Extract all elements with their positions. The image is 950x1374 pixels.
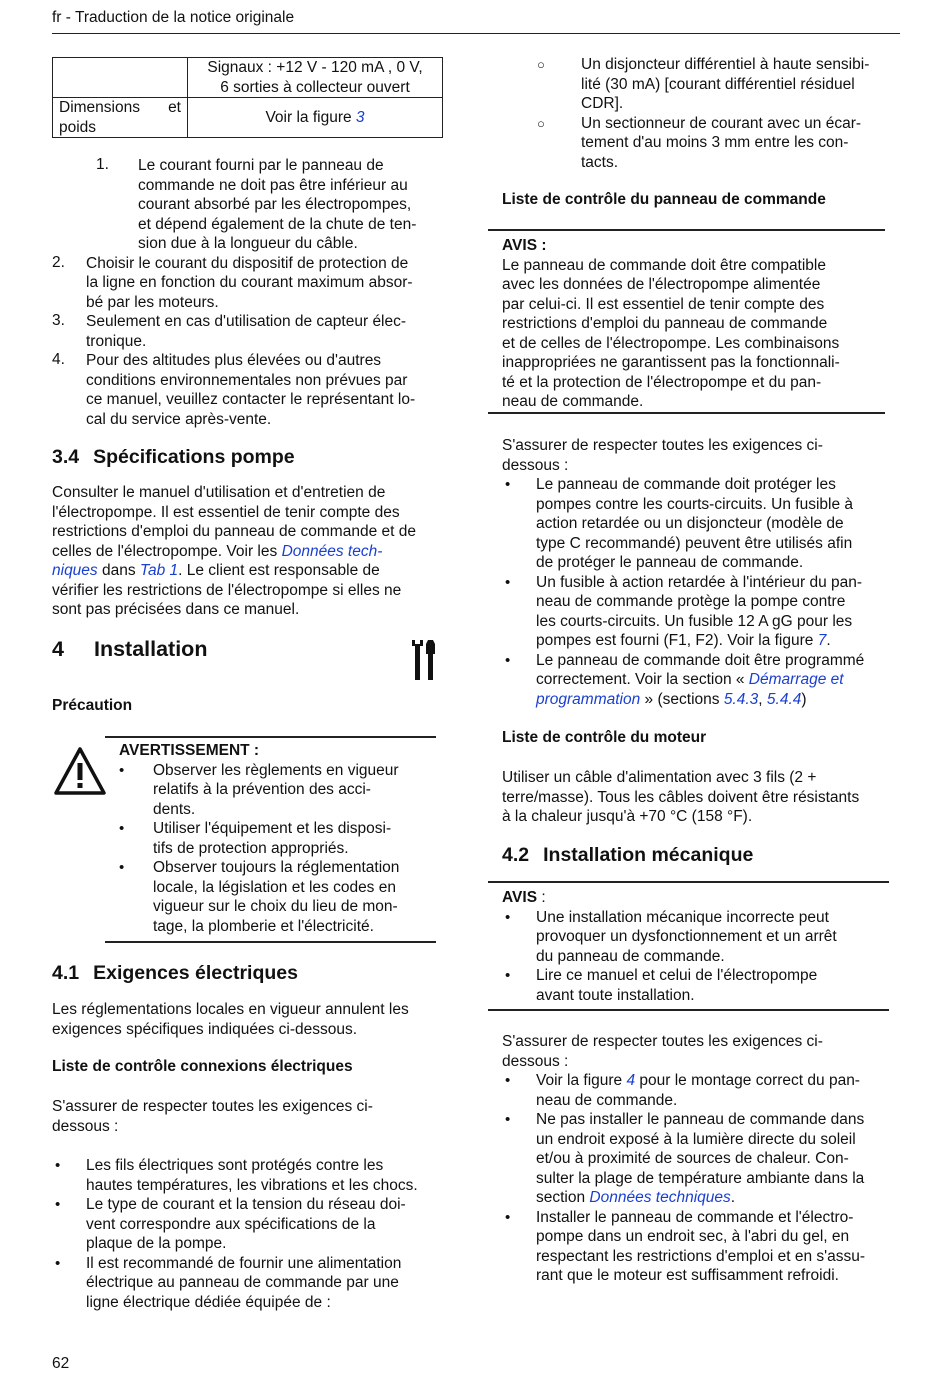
page-header: fr - Traduction de la notice originale xyxy=(52,9,295,26)
figure-3-link[interactable]: 3 xyxy=(355,108,365,126)
warning-bottom-rule xyxy=(105,941,436,943)
demarrage-link[interactable]: Démarrage et xyxy=(748,671,844,688)
electrical-checklist xyxy=(52,1156,447,1312)
panel-checklist-title: Liste de contrôle du panneau de commande xyxy=(502,191,826,208)
spec-table-signals-cell xyxy=(188,58,443,98)
notice-2-title: AVIS xyxy=(502,889,538,906)
list-item: • Voir la figure 4 pour le montage correct du pan- neau de commande. xyxy=(505,1072,860,1109)
list-item: ○ Un disjoncteur différentiel à haute sensibi- lité (30 mA) [courant différentiel résiduel CDR]. xyxy=(537,56,870,112)
spec-table-empty-cell xyxy=(53,58,188,98)
note-1: 1. Le courant fourni par le panneau de commande ne doit pas être inférieur au courant absorbé par les électropompes, et dépend également de la chute de ten- sion due à la longueur du câble. xyxy=(96,156,417,252)
donnees-techniques-link[interactable]: Données tech- xyxy=(281,542,383,560)
list-item: • Le panneau de commande doit être programmé correctement. Voir la section « Démarrage et programmation » (sections 5.4.3, 5.4.4) xyxy=(505,651,865,708)
list-item: • Les fils électriques sont protégés contre les hautes températures, les vibrations et les chocs. xyxy=(55,1157,418,1194)
warning-title: AVERTISSEMENT : xyxy=(119,742,260,759)
note-2: 2. Choisir le courant du dispositif de protection de la ligne en fonction du courant maximum absor- bé par les moteurs. xyxy=(52,253,413,311)
notes-list xyxy=(52,156,447,429)
warning-item: • Observer toujours la réglementation locale, la législation et les codes en vigueur sur le choix du lieu de mon- tage, la plomberie et l'électricité. xyxy=(119,859,400,935)
section-3-4-heading: 3.4 Spécifications pompe xyxy=(52,446,295,468)
list-item: • Il est recommandé de fournir une alimentation électrique au panneau de commande par une ligne électrique dédiée équipée de : xyxy=(55,1254,402,1311)
list-item: • Un fusible à action retardée à l'intérieur du pan- neau de commande protège la pompe contre les courts-circuits. Un fusible 12 A gG pour les pompes est fourni (F1, F2). Voir la figure 7. xyxy=(505,573,863,649)
section-4-1-intro: Les réglementations locales en vigueur annulent les exigences spécifiques indiquées ci-dessous. xyxy=(52,1001,409,1038)
donnees-techniques-link-cont[interactable]: niques xyxy=(52,562,98,579)
notice-title: AVIS : xyxy=(502,237,547,254)
tab-1-link[interactable]: Tab 1 xyxy=(139,562,179,579)
section-4-2-heading: 4.2 Installation mécanique xyxy=(502,844,754,866)
panel-checklist xyxy=(502,475,898,709)
precaution-label: Précaution xyxy=(52,697,133,714)
note-4: 4. Pour des altitudes plus élevées ou d'autres conditions environnementales non prévues par ce manuel, veuillez contacter le représentant lo- cal du service après-vente. xyxy=(52,351,416,428)
notice-2-bottom-rule xyxy=(488,1009,889,1011)
warning-top-rule xyxy=(105,736,436,738)
panel-ensure-text: S'assurer de respecter toutes les exigences ci- dessous : xyxy=(502,437,823,474)
electrical-ensure-text: S'assurer de respecter toutes les exigences ci- dessous : xyxy=(52,1098,373,1135)
motor-checklist-body: Utiliser un câble d'alimentation avec 3 fils (2 + terre/masse). Tous les câbles doivent être résistants à la chaleur jusqu'à +70 °C (158 °F). xyxy=(502,769,860,825)
warning-triangle-icon xyxy=(53,746,107,801)
list-item: • Le type de courant et la tension du réseau doi- vent correspondre aux spécifications de la plaque de la pompe. xyxy=(55,1196,406,1252)
warning-item: • Utiliser l'équipement et les disposi- tifs de protection appropriés. xyxy=(119,820,392,857)
motor-checklist-title: Liste de contrôle du moteur xyxy=(502,729,707,746)
spec-table-dimensions-label: Dimensions et poids xyxy=(53,98,188,138)
figure-4-link[interactable]: 4 xyxy=(626,1072,636,1089)
section-5-4-3-link[interactable]: 5.4.3 xyxy=(723,690,759,708)
note-3: 3. Seulement en cas d'utilisation de capteur élec- tronique. xyxy=(52,312,407,350)
notice-top-rule xyxy=(488,229,885,231)
mech-ensure-text: S'assurer de respecter toutes les exigences ci- dessous : xyxy=(502,1033,823,1070)
list-item: • Une installation mécanique incorrecte peut provoquer un dysfonctionnement et un arrêt du panneau de commande. xyxy=(505,908,837,965)
signals-line-2: 6 sorties à collecteur ouvert xyxy=(220,78,410,96)
panel-notice: AVIS : Le panneau de commande doit être compatible avec les données de l'électropompe alimentée par celui-ci. Il est essentiel de tenir compte des restrictions d'emploi du panneau de commande et de celles de l'électropompe. Les combinaisons inappropriées ne garantissent pas la fonctionnali- té et la protection de l'électropompe et du pan- neau de commande. xyxy=(502,236,873,412)
list-item: ○ Un sectionneur de courant avec un écar- tement d'au moins 3 mm entre les con- tacts. xyxy=(537,114,862,171)
programmation-link[interactable]: programmation xyxy=(536,690,641,708)
warning-item: • Observer les règlements en vigueur relatifs à la prévention des acci- dents. xyxy=(119,761,399,818)
spec-table-dimensions-value: Voir la figure 3 xyxy=(188,98,443,138)
warning-content xyxy=(119,741,423,936)
mech-checklist xyxy=(502,1071,898,1286)
section-4-heading: 4 Installation xyxy=(52,637,208,661)
tools-icon xyxy=(412,640,438,685)
section-3-4-body: Consulter le manuel d'utilisation et d'entretien de l'électropompe. Il est essentiel de tenir compte des restrictions d'emploi du panneau de commande et de celles de l'électropompe. Voir les Données tech- niques dans Tab 1. Le client est responsable de vérifier les restrictions de l'électropompe si elles ne sont pas précisées dans ce manuel. xyxy=(52,484,416,618)
list-item: • Installer le panneau de commande et l'électro- pompe dans un endroit sec, à l'abri du gel, en respectant les restrictions d'emploi et en s'assu- rant que le moteur est suffisamment refroidi. xyxy=(505,1208,865,1284)
signals-line-1: Signaux : +12 V - 120 mA , 0 V, xyxy=(207,59,423,76)
donnees-techniques-link-2[interactable]: Données techniques xyxy=(589,1189,731,1206)
electrical-checklist-title: Liste de contrôle connexions électriques xyxy=(52,1058,353,1075)
page-number: 62 xyxy=(52,1355,70,1372)
list-item: • Le panneau de commande doit protéger les pompes contre les courts-circuits. Un fusible à action retardée ou un disjoncteur (modèle de type C recommandé) peuvent être utilisés afin de protéger le panneau de commande. xyxy=(505,476,854,571)
list-item: • Ne pas installer le panneau de commande dans un endroit exposé à la lumière directe du soleil et/ou à proximité de sources de chaleur. Con- sulter la plage de température ambiante dans la section Données techniques. xyxy=(505,1111,865,1206)
list-item: • Lire ce manuel et celui de l'électropompe avant toute installation. xyxy=(505,967,818,1004)
section-4-1-heading: 4.1 Exigences électriques xyxy=(52,962,298,984)
figure-7-link[interactable]: 7 xyxy=(817,632,827,649)
mech-notice: AVIS : • Une installation mécanique incorrecte peut provoquer un dysfonctionnement et un arrêt du panneau de commande. • Lire ce manuel et celui de l'électropompe avant toute installation. xyxy=(502,888,877,1005)
spec-table xyxy=(52,57,443,138)
notice-2-top-rule xyxy=(488,881,889,883)
section-5-4-4-link[interactable]: 5.4.4 xyxy=(766,690,802,708)
header-rule xyxy=(52,33,900,34)
notice-bottom-rule xyxy=(488,412,885,414)
breaker-sublist xyxy=(502,55,898,172)
